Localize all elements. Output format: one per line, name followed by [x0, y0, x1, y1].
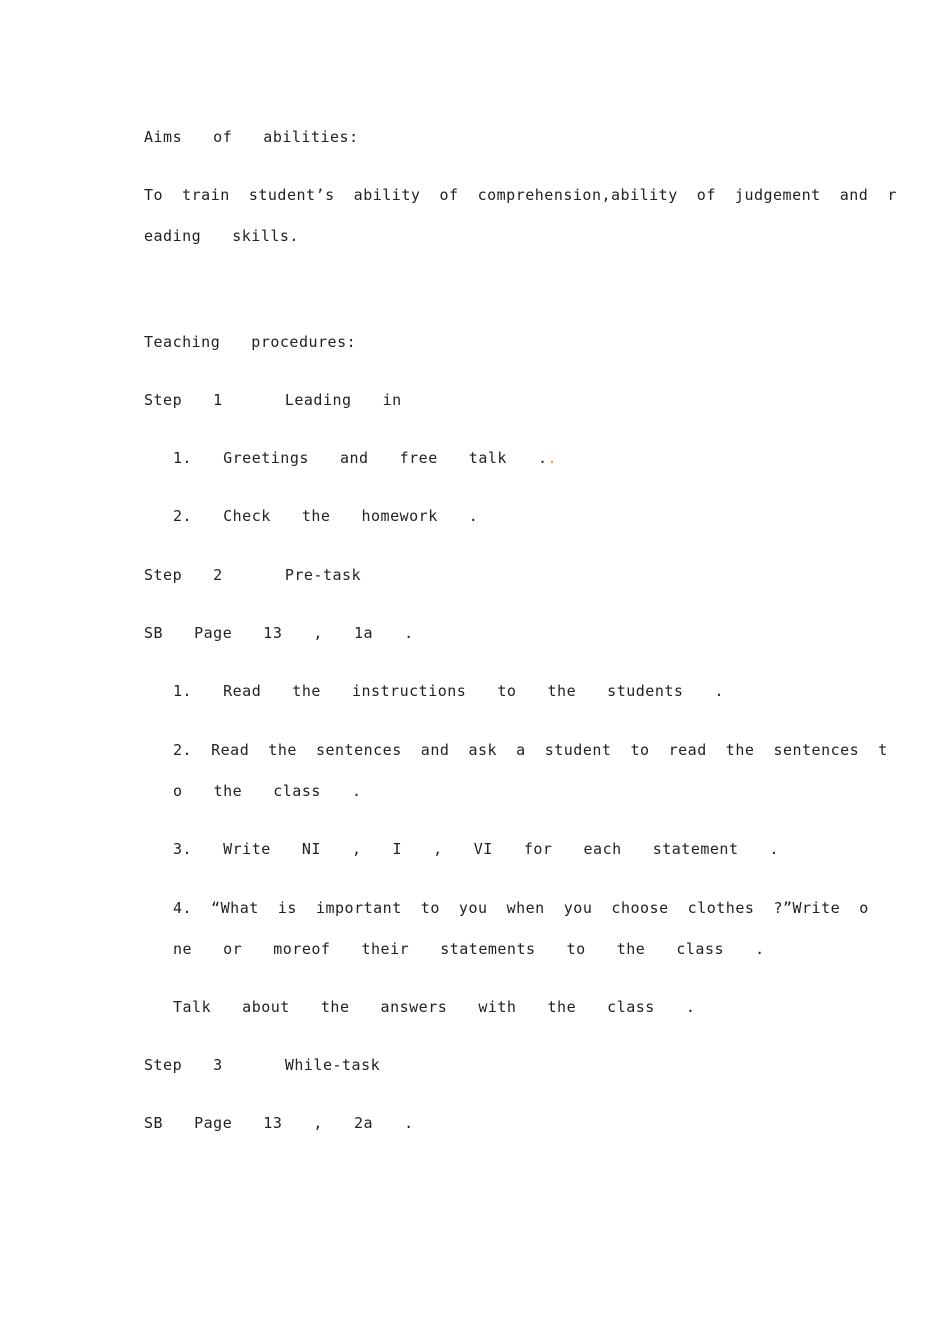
step-1-item-1	[173, 448, 557, 468]
step-1-item-2: 2. Check the homework .	[173, 507, 479, 525]
step-3-ref: SB Page 13 , 2a .	[144, 1114, 414, 1132]
step-2-item-3: 3. Write NI , I , VI for each statement .	[173, 840, 780, 858]
step-2-item-2-line-2: o the class .	[173, 782, 362, 800]
step-2-item-1: 1. Read the instructions to the students .	[173, 682, 725, 700]
step-3-title: Step 3 While-task	[144, 1056, 381, 1074]
step-2-item-4-line-2: ne or moreof their statements to the class .	[173, 940, 765, 958]
step-2-ref: SB Page 13 , 1a .	[144, 624, 414, 642]
aims-text-line-2: eading skills.	[144, 227, 299, 245]
step-1-item-1-text: 1. Greetings and free talk .	[173, 449, 548, 467]
step-2-item-2-line-1: 2. Read the sentences and ask a student to read the sentences t	[173, 741, 888, 759]
aims-heading: Aims of abilities:	[144, 128, 359, 146]
step-2-item-4-line-1: 4. “What is important to you when you choose clothes ?”Write o	[173, 899, 869, 917]
step-2-title: Step 2 Pre-task	[144, 566, 362, 584]
step-2-talk: Talk about the answers with the class .	[173, 998, 696, 1016]
step-1-item-1-mark: .	[547, 449, 558, 467]
step-1-title: Step 1 Leading in	[144, 391, 402, 409]
procedures-heading: Teaching procedures:	[144, 333, 357, 351]
aims-text-line-1: To train student’s ability of comprehension,ability of judgement and r	[144, 186, 897, 204]
